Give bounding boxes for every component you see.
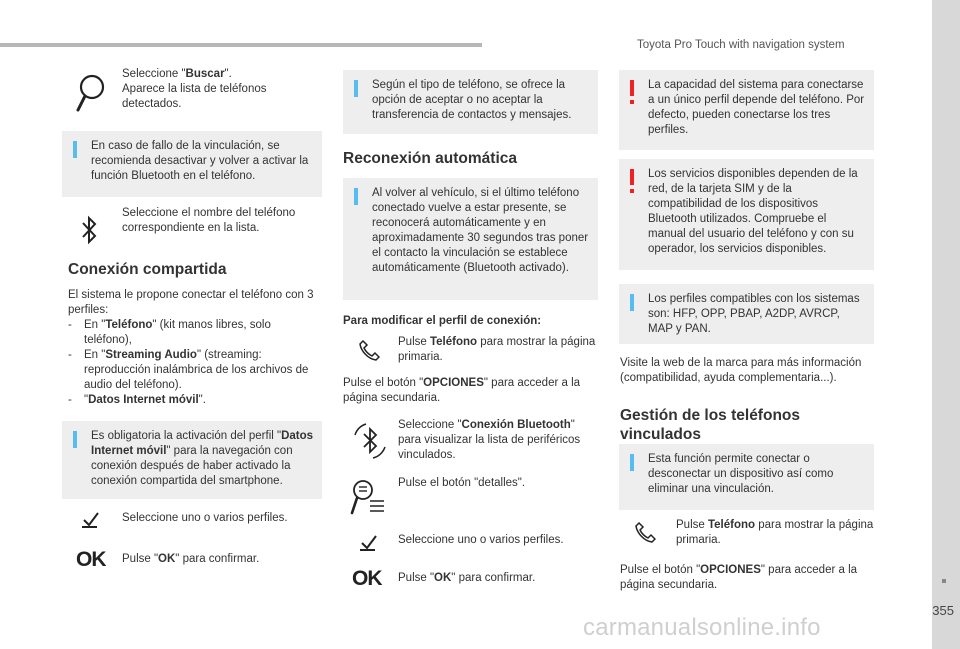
- header-rule: [0, 43, 482, 47]
- info-box-compatible-profiles: Los perfiles compatibles con los sistemas son: HFP, OPP, PBAP, A2DP, AVRCP, MAP y PAN.: [619, 284, 874, 344]
- select-profiles-text: Seleccione uno o varios perfiles.: [122, 512, 288, 524]
- info-icon: [73, 141, 77, 158]
- page-number: 355: [932, 603, 954, 618]
- ok-icon: OK: [352, 567, 382, 590]
- page-margin-bar: [932, 0, 960, 649]
- details-icon: [350, 479, 386, 517]
- confirm-text: Pulse "OK" para confirmar.: [398, 572, 536, 584]
- section-title-auto-reconnect: Reconexión automática: [343, 150, 517, 167]
- modify-profile-heading: Para modificar el perfil de conexión:: [343, 315, 542, 327]
- margin-marker: [942, 579, 946, 583]
- warning-icon: [630, 169, 634, 185]
- warning-icon: [630, 80, 634, 96]
- info-box-reconnect: Al volver al vehículo, si el último teléfono conectado vuelve a estar presente, se reconocerá automáticamente y en aproximadamente 30 segundos tras poner el contacto la vinculación se establece automáticamente (Bluetooth activado).: [343, 178, 598, 300]
- select-profiles-text: Seleccione uno o varios perfiles.: [398, 534, 564, 546]
- list-item: - En "Teléfono" (kit manos libres, solo teléfono),: [68, 318, 322, 348]
- checkbox-list-icon: [80, 511, 100, 529]
- press-phone-text: Pulse Teléfono para mostrar la página primaria.: [398, 336, 596, 363]
- info-icon: [630, 294, 634, 311]
- bluetooth-connection-icon: [352, 421, 388, 461]
- phone-handset-icon: [634, 521, 656, 543]
- checkbox-list-icon: [358, 534, 378, 552]
- visit-website-text: Visite la web de la marca para más información (compatibilidad, ayuda complementaria...).: [620, 357, 862, 384]
- info-box-manage: Esta función permite conectar o desconectar un dispositivo así como eliminar una vinculación.: [619, 444, 874, 510]
- info-icon: [354, 188, 358, 205]
- page-header-title: Toyota Pro Touch with navigation system: [637, 39, 845, 51]
- phone-handset-icon: [358, 339, 380, 361]
- select-phone-text: Seleccione el nombre del teléfono correspondiente en la lista.: [122, 207, 296, 234]
- section-title-manage-phones: Gestión de los teléfonos vinculados: [620, 407, 800, 443]
- watermark: carmanualsonline.info: [583, 614, 821, 641]
- section-title-shared-connection: Conexión compartida: [68, 261, 227, 278]
- search-icon: [76, 74, 106, 114]
- options-text: Pulse el botón "OPCIONES" para acceder a la página secundaria.: [343, 377, 581, 404]
- info-icon: [73, 431, 77, 448]
- info-box-contacts-transfer: Según el tipo de teléfono, se ofrece la opción de aceptar o no aceptar la transferencia de contactos y mensajes.: [343, 70, 598, 134]
- info-icon: [354, 80, 358, 97]
- ok-icon: OK: [76, 548, 106, 571]
- shared-connection-body: El sistema le propone conectar el teléfono con 3 perfiles: - En "Teléfono" (kit manos libres, solo teléfono), - En "Streaming Audio" (streaming: reproducción inalámbrica de los archivos de audio del teléfono). - "Datos Internet móvil".: [68, 288, 322, 408]
- options-text: Pulse el botón "OPCIONES" para acceder a la página secundaria.: [620, 564, 858, 591]
- warning-box-services: Los servicios disponibles dependen de la red, de la tarjeta SIM y de la compatibilidad de los dispositivos Bluetooth utilizados. Compruebe el manual del usuario del teléfono y con su operador, los servicios disponibles.: [619, 159, 874, 270]
- bluetooth-icon: [80, 213, 100, 247]
- profile-list: [68, 318, 322, 408]
- press-phone-text: Pulse Teléfono para mostrar la página primaria.: [676, 519, 874, 546]
- search-step-text: Seleccione "Buscar". Aparece la lista de teléfonos detectados.: [122, 68, 267, 110]
- info-box-pairing-failure: En caso de fallo de la vinculación, se recomienda desactivar y volver a activar la función Bluetooth en el teléfono.: [62, 131, 322, 197]
- confirm-text: Pulse "OK" para confirmar.: [122, 553, 260, 565]
- warning-box-capacity: La capacidad del sistema para conectarse a un único perfil depende del teléfono. Por defecto, pueden conectarse los tres perfiles.: [619, 70, 874, 150]
- details-text: Pulse el botón "detalles".: [398, 477, 526, 489]
- bluetooth-connection-text: Seleccione "Conexión Bluetooth" para visualizar la lista de periféricos vinculados.: [398, 419, 581, 461]
- list-item: - "Datos Internet móvil".: [68, 393, 322, 408]
- info-icon: [630, 454, 634, 471]
- info-box-mobile-data: Es obligatoria la activación del perfil "Datos Internet móvil" para la navegación con conexión después de haber activado la conexión compartida del smartphone.: [62, 421, 322, 499]
- list-item: - En "Streaming Audio" (streaming: reproducción inalámbrica de los archivos de audio del teléfono).: [68, 348, 322, 393]
